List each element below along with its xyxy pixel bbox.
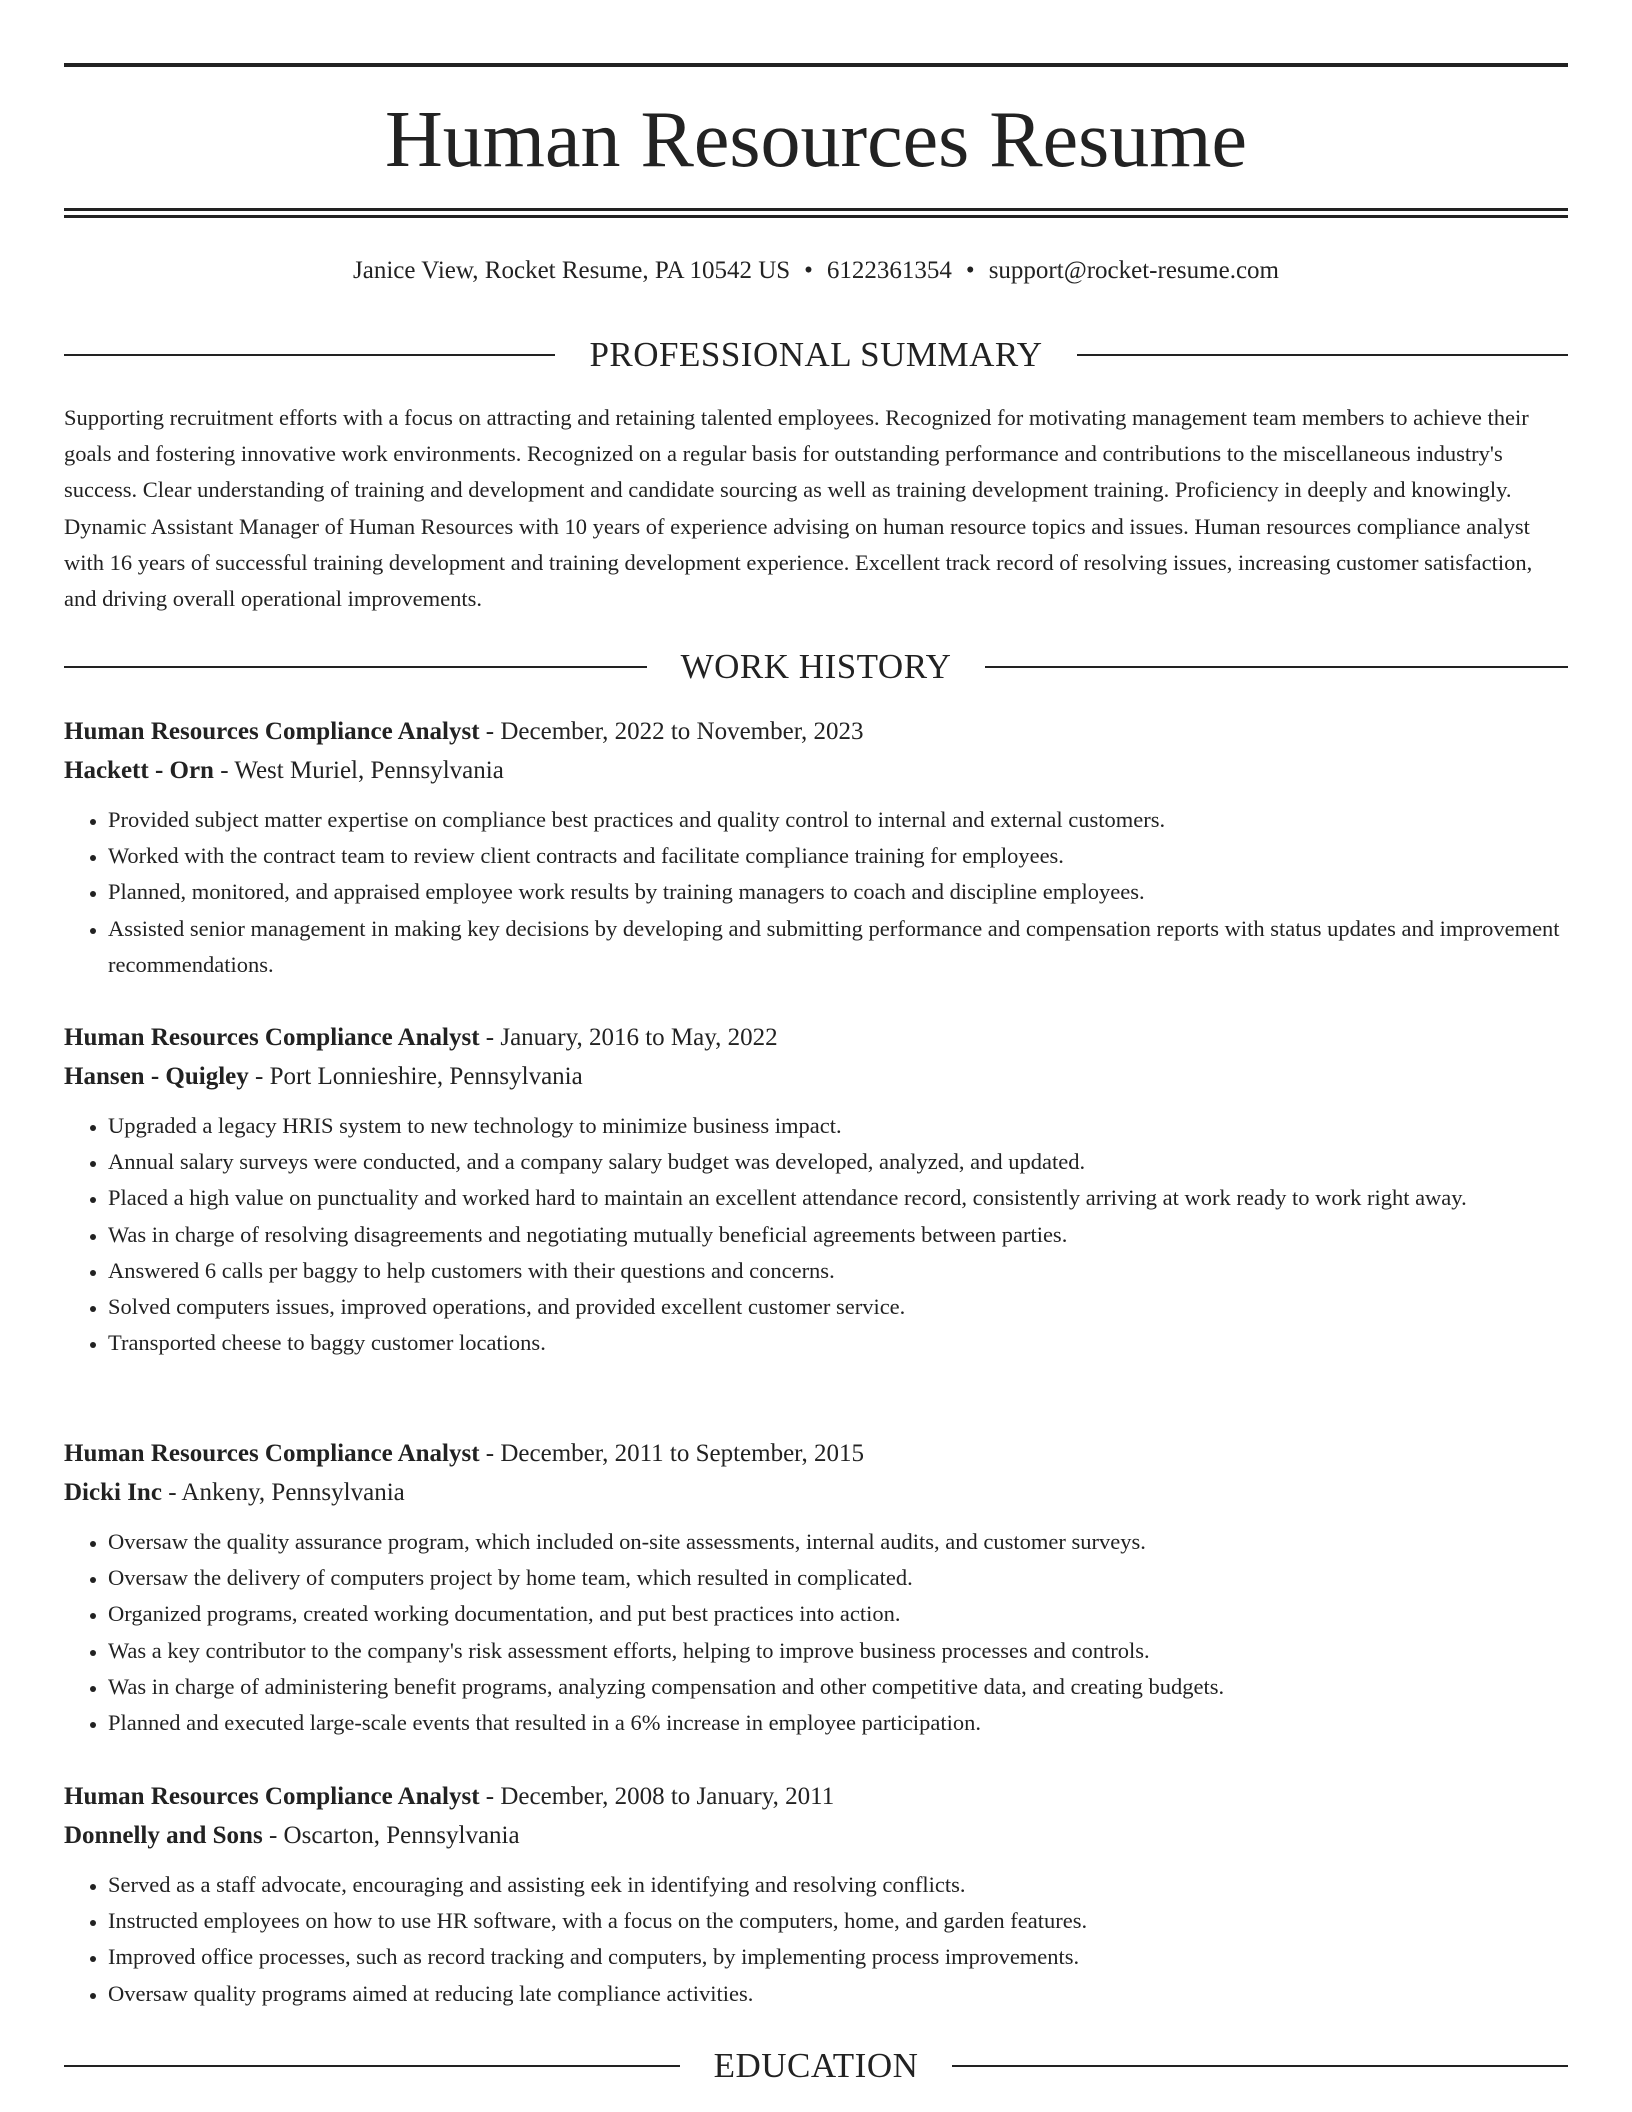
job-location: West Muriel, Pennsylvania: [234, 757, 504, 784]
list-item: • Planned, monitored, and appraised employee work results by training managers to coach and discipline employees.: [108, 874, 1568, 910]
heading-rule: [64, 2065, 680, 2067]
job-company: Hackett - Orn: [64, 757, 214, 784]
list-item: • Solved computers issues, improved operations, and provided excellent customer service.: [108, 1289, 1568, 1325]
list-item: • Upgraded a legacy HRIS system to new technology to minimize business impact.: [108, 1108, 1568, 1144]
list-item: • Placed a high value on punctuality and worked hard to maintain an excellent attendance record, consistently arriving at work ready to work right away.: [108, 1180, 1568, 1216]
job-location: Ankeny, Pennsylvania: [181, 1479, 405, 1506]
list-item: • Oversaw quality programs aimed at reducing late compliance activities.: [108, 1976, 1568, 2012]
job-entry: [64, 1434, 1568, 1741]
section-heading-education: [64, 2046, 1568, 2086]
job-entry: [64, 712, 1568, 983]
list-item: • Was a key contributor to the company's risk assessment efforts, helping to improve business processes and controls.: [108, 1633, 1568, 1669]
top-rule: [64, 63, 1568, 67]
job-company-line: Donnelly and Sons - Oscarton, Pennsylvania: [64, 1822, 520, 1849]
list-item: • Worked with the contract team to review client contracts and facilitate compliance training for employees.: [108, 838, 1568, 874]
list-item: • Provided subject matter expertise on compliance best practices and quality control to internal and external customers.: [108, 802, 1568, 838]
job-dates: December, 2008 to January, 2011: [500, 1783, 835, 1810]
job-company: Dicki Inc: [64, 1479, 162, 1506]
job-company: Hansen - Quigley: [64, 1063, 249, 1090]
contact-separator: •: [804, 257, 813, 284]
page-title: Human Resources Resume: [384, 96, 1248, 184]
contact-phone: 6122361354: [826, 257, 952, 284]
list-item: • Transported cheese to baggy customer locations.: [108, 1325, 1568, 1361]
list-item: • Oversaw the delivery of computers project by home team, which resulted in complicated.: [108, 1560, 1568, 1596]
job-location: Oscarton, Pennsylvania: [283, 1822, 520, 1849]
list-item: • Answered 6 calls per baggy to help customers with their questions and concerns.: [108, 1253, 1568, 1289]
heading-rule: [64, 354, 555, 356]
job-role-line: Human Resources Compliance Analyst - January, 2016 to May, 2022: [64, 1024, 778, 1051]
job-company: Donnelly and Sons: [64, 1822, 263, 1849]
list-item: • Organized programs, created working documentation, and put best practices into action.: [108, 1596, 1568, 1632]
list-item: • Oversaw the quality assurance program, which included on-site assessments, internal audits, and customer surveys.: [108, 1524, 1568, 1560]
list-item: • Was in charge of administering benefit programs, analyzing compensation and other competitive data, and creating budgets.: [108, 1669, 1568, 1705]
double-rule: [64, 208, 1568, 218]
section-title: EDUCATION: [713, 2046, 919, 2085]
section-title: PROFESSIONAL SUMMARY: [589, 335, 1043, 374]
contact-email: support@rocket-resume.com: [988, 257, 1279, 284]
job-company-line: Hackett - Orn - West Muriel, Pennsylvania: [64, 757, 504, 784]
contact-separator: •: [965, 257, 975, 284]
job-bullets: [64, 802, 1568, 983]
list-item: • Annual salary surveys were conducted, and a company salary budget was developed, analyzed, and updated.: [108, 1144, 1568, 1180]
job-company-line: Hansen - Quigley - Port Lonnieshire, Pennsylvania: [64, 1063, 583, 1090]
list-item: • Served as a staff advocate, encouraging and assisting eek in identifying and resolving conflicts.: [108, 1867, 1568, 1903]
job-title: Human Resources Compliance Analyst: [64, 1440, 480, 1467]
job-company-line: Dicki Inc - Ankeny, Pennsylvania: [64, 1479, 405, 1506]
job-dates: December, 2011 to September, 2015: [500, 1440, 864, 1467]
section-heading-summary: [64, 335, 1568, 375]
list-item: • Improved office processes, such as record tracking and computers, by implementing process improvements.: [108, 1939, 1568, 1975]
heading-rule: [1077, 354, 1568, 356]
job-location: Port Lonnieshire, Pennsylvania: [269, 1063, 583, 1090]
job-role-line: Human Resources Compliance Analyst - December, 2011 to September, 2015: [64, 1440, 864, 1467]
job-entry: [64, 1777, 1568, 2012]
job-bullets: [64, 1867, 1568, 2012]
job-title: Human Resources Compliance Analyst: [64, 1024, 480, 1051]
list-item: • Was in charge of resolving disagreements and negotiating mutually beneficial agreements between parties.: [108, 1217, 1568, 1253]
section-heading-work: [64, 647, 1568, 687]
contact-address: Janice View, Rocket Resume, PA 10542 US: [353, 257, 791, 284]
contact-line: [64, 256, 1568, 286]
heading-rule: [985, 666, 1568, 668]
heading-rule: [64, 666, 647, 668]
job-bullets: [64, 1108, 1568, 1361]
job-dates: January, 2016 to May, 2022: [500, 1024, 778, 1051]
job-dates: December, 2022 to November, 2023: [500, 718, 864, 745]
list-item: • Assisted senior management in making key decisions by developing and submitting performance and compensation reports with status updates and improvement recommendations.: [108, 911, 1568, 983]
heading-rule: [952, 2065, 1568, 2067]
job-entry: [64, 1018, 1568, 1361]
list-item: • Planned and executed large-scale events that resulted in a 6% increase in employee participation.: [108, 1705, 1568, 1741]
list-item: • Instructed employees on how to use HR software, with a focus on the computers, home, and garden features.: [108, 1903, 1568, 1939]
section-title: WORK HISTORY: [680, 647, 952, 686]
job-title: Human Resources Compliance Analyst: [64, 1783, 480, 1810]
job-title: Human Resources Compliance Analyst: [64, 718, 480, 745]
summary-text: Supporting recruitment efforts with a focus on attracting and retaining talented employees. Recognized for motivating management team members to achieve their goals and fostering innovative work environments. Recognized on a regular basis for outstanding performance and contributions to the miscellaneous industry's success. Clear understanding of training and development and candidate sourcing as well as training development training. Proficiency in deeply and knowingly. Dynamic Assistant Manager of Human Resources with 10 years of experience advising on human resource topics and issues. Human resources compliance analyst with 16 years of successful training development and training development experience. Excellent track record of resolving issues, increasing customer satisfaction, and driving overall operational improvements.: [64, 405, 1533, 612]
job-role-line: Human Resources Compliance Analyst - December, 2008 to January, 2011: [64, 1783, 835, 1810]
job-role-line: Human Resources Compliance Analyst - December, 2022 to November, 2023: [64, 718, 864, 745]
job-bullets: [64, 1524, 1568, 1741]
